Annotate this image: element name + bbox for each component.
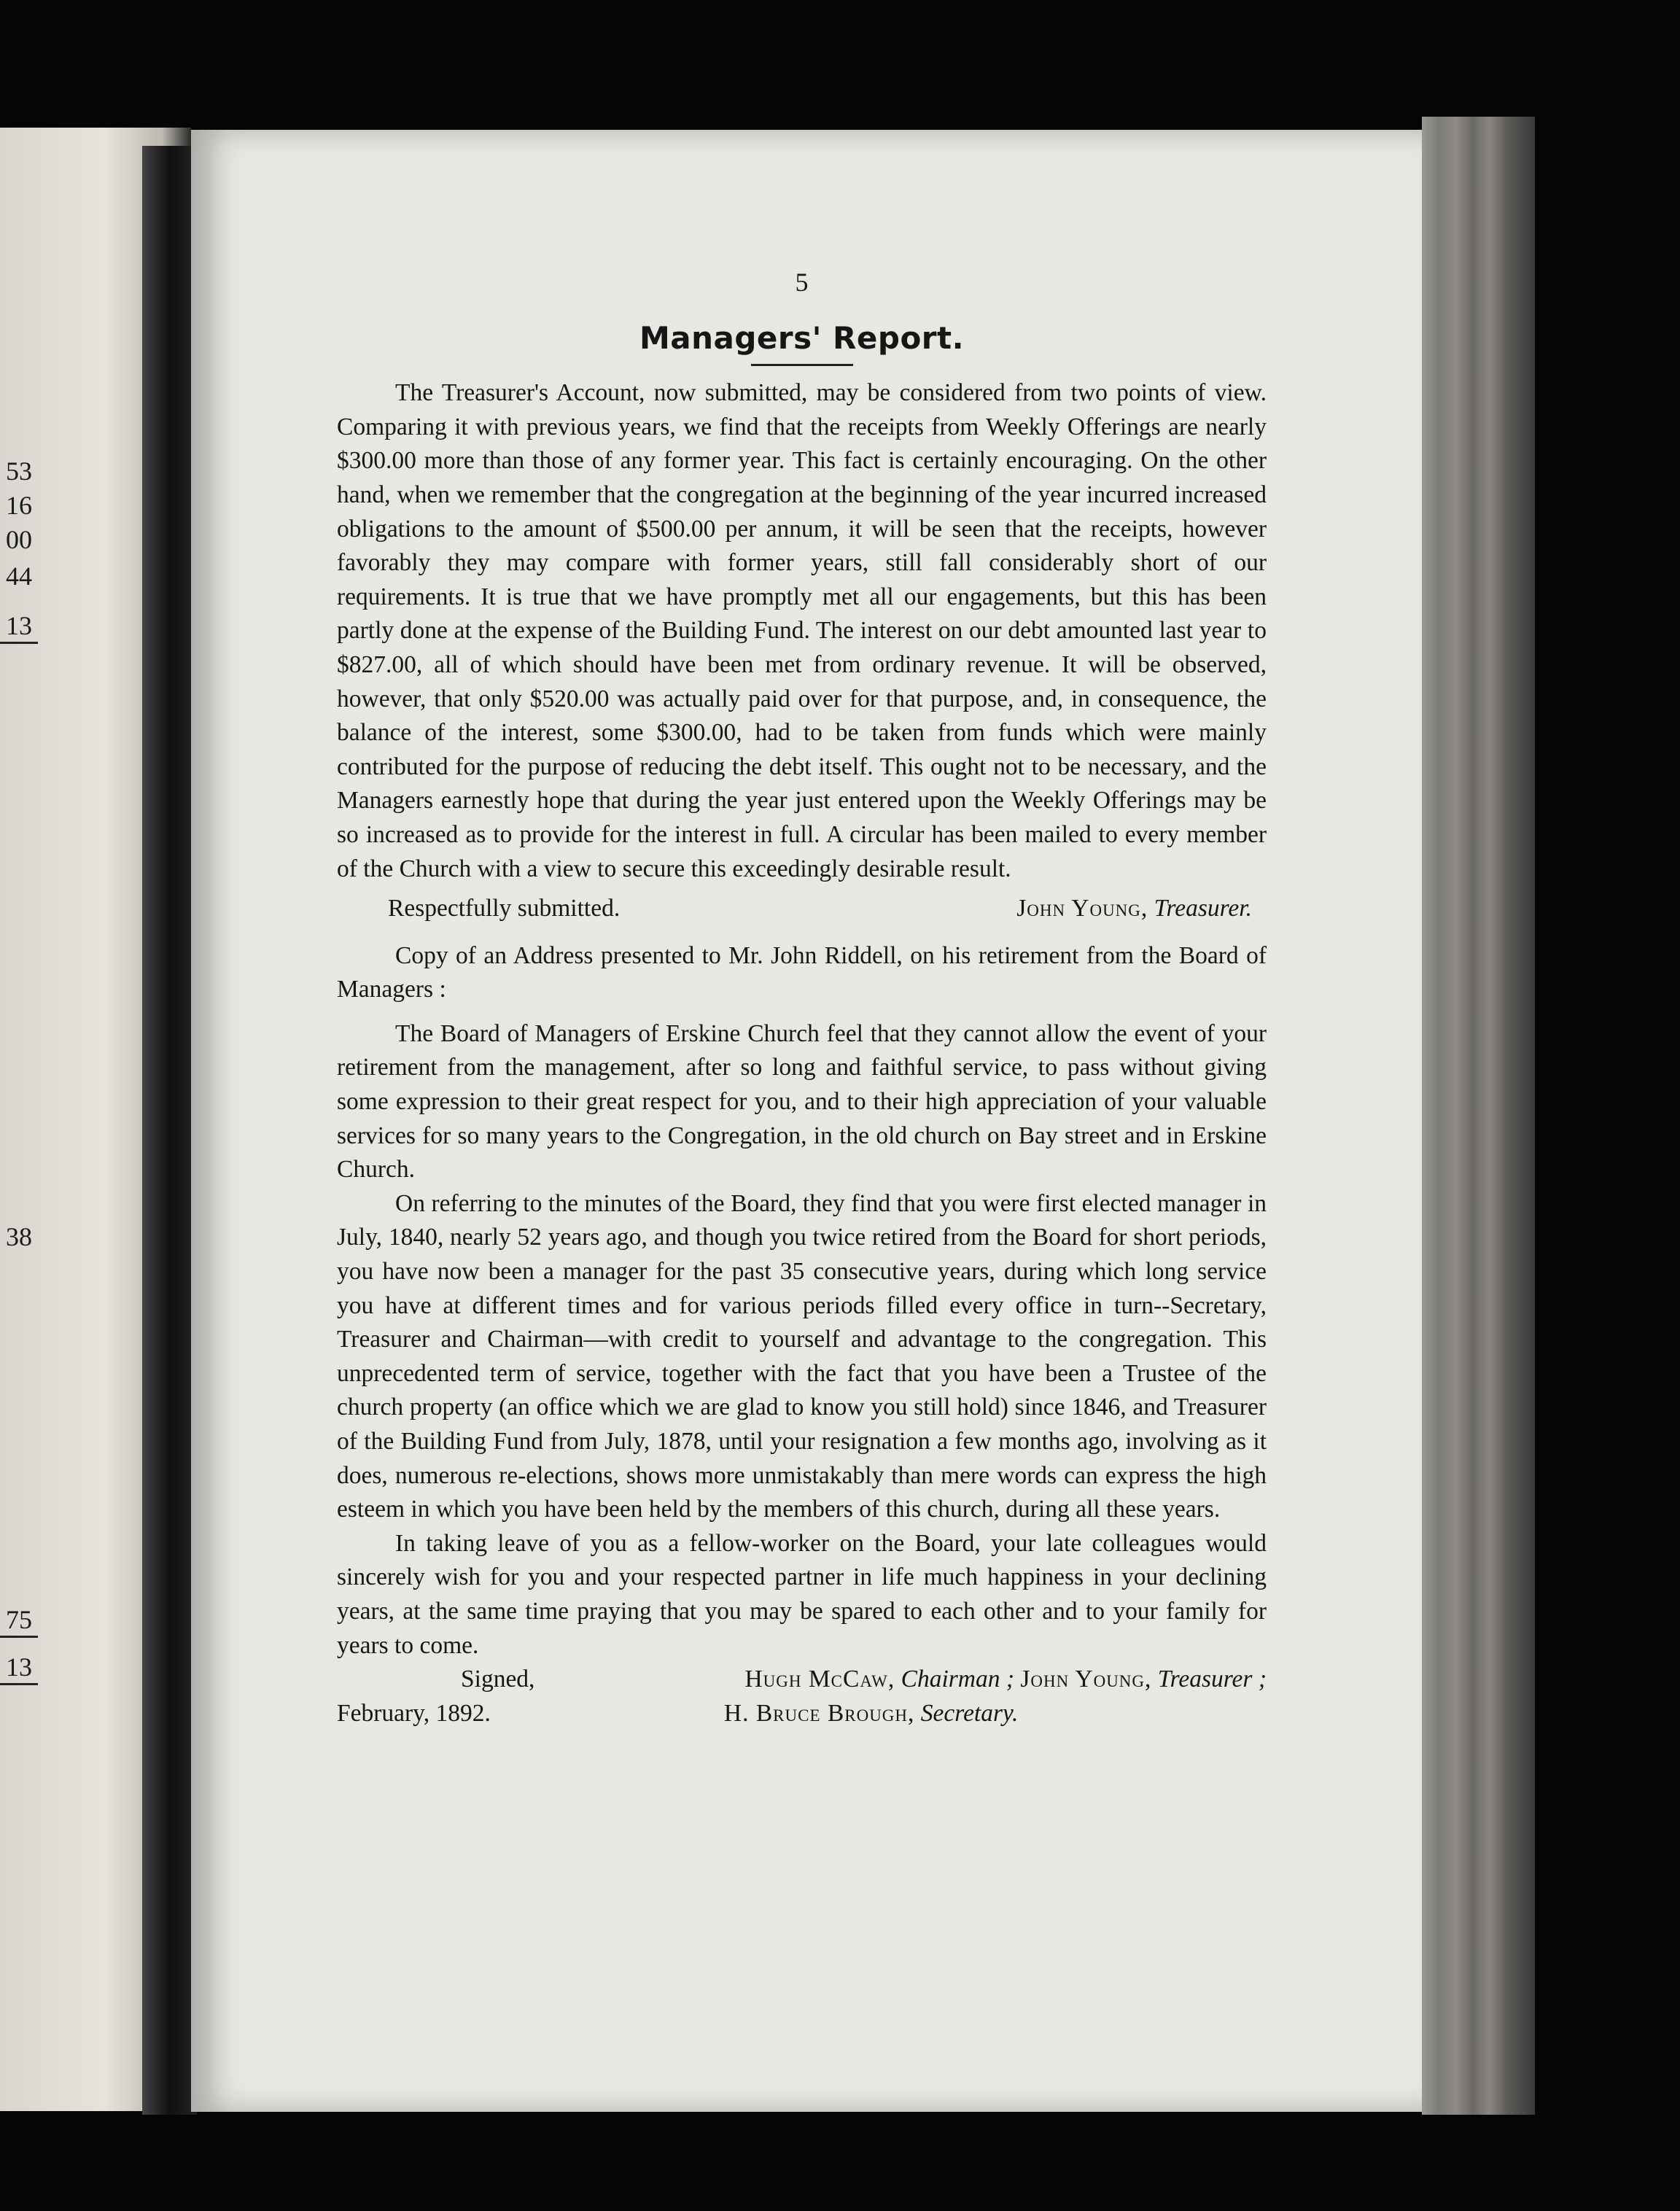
left-number: 38 xyxy=(6,1222,32,1251)
secretary-signoff xyxy=(724,1697,1019,1731)
chairman-title: Chairman ; xyxy=(901,1666,1015,1693)
left-number: 13 xyxy=(6,611,32,640)
page-title: Managers' Report. xyxy=(639,319,965,356)
treasurer-title: Treasurer. xyxy=(1154,895,1252,922)
left-number: 44 xyxy=(6,562,32,591)
left-number: 13 xyxy=(6,1652,32,1682)
address-intro: Copy of an Address presented to Mr. John Riddell, on his retirement from the Board of Managers : xyxy=(337,941,1267,1003)
treasurer-signature xyxy=(337,892,1267,926)
signatures-row xyxy=(337,1663,1267,1697)
signed-label: Signed, xyxy=(461,1666,535,1693)
left-rule xyxy=(0,642,38,644)
secretary-name: H. Bruce Brough, xyxy=(723,1699,915,1727)
address-paragraph: The Board of Managers of Erskine Church feel that they cannot allow the event of your retirement from the management, after so long and faithful service, to pass without giving some expression to their great respect for you, and to their high appreciation of your valuable services for so many years to the Congregation, in the old church on Bay street and in Erskine Church. xyxy=(337,1019,1267,1184)
respectfully-submitted: Respectfully submitted. xyxy=(388,895,621,922)
address-paragraph: In taking leave of you as a fellow-worker on the Board, your late colleagues would sincerely wish for you and your respected partner in life much happiness in your declining years, at the same time praying that you may be spared to each other and to your family for years to come. xyxy=(337,1529,1267,1659)
page-block-edge xyxy=(1422,117,1535,2115)
date: February, 1892. xyxy=(337,1699,491,1727)
title-rule xyxy=(751,364,853,366)
signatories xyxy=(744,1663,1267,1697)
treasurer-name: John Young, xyxy=(1016,895,1148,922)
date-row xyxy=(337,1697,1267,1731)
secretary-title: Secretary. xyxy=(920,1699,1019,1727)
left-number: 00 xyxy=(6,525,32,554)
treasurer2-name: John Young, xyxy=(1020,1666,1152,1693)
left-number: 16 xyxy=(6,491,32,520)
page-number: 5 xyxy=(795,268,809,297)
left-number: 53 xyxy=(6,456,32,486)
page-content xyxy=(337,248,1267,1730)
treasurer-account-paragraph: The Treasurer's Account, now submitted, may be considered from two points of view. Comparing it with previous years, we find that the receipts from Weekly Offerings are nearly $300.00 more than those of any former year. This fact is certainly encouraging. On the other hand, when we remember that the congregation at the beginning of the year incurred increased obligations to the amount of $500.00 per annum, it will be seen that the receipts, however favorably they may compare with former years, still fall considerably short of our requirements. It is true that we have promptly met all our engagements, but this has been partly done at the expense of the Building Fund. The interest on our debt amounted last year to $827.00, all of which should have been met from ordinary revenue. It will be observed, however, that only $520.00 was actually paid over for that purpose, and, in consequence, the balance of the interest, some $300.00, had to be taken from funds which were mainly contributed for the purpose of reducing the debt itself. This ought not to be necessary, and the Managers earnestly hope that during the year just entered upon the Weekly Offerings may be so increased as to provide for the interest in full. A circular has been mailed to every member of the Church with a view to secure this exceedingly desirable result. xyxy=(337,379,1267,882)
chairman-name: Hugh McCaw, xyxy=(744,1666,895,1693)
treasurer-signoff xyxy=(1016,892,1252,926)
left-rule xyxy=(0,1636,38,1638)
address-paragraph: On referring to the minutes of the Board, they find that you were first elected manager in July, 1840, nearly 52 years ago, and though you twice retired from the Board for short periods, you have now been a manager for the past 35 consecutive years, during which long service you have at different times and for various periods filled every office in turn--Secretary, Treasurer and Chairman—with credit to yourself and advantage to the congregation. This unprecedented term of service, together with the fact that you have been a Trustee of the church property (an office which we are glad to know you still hold) since 1846, and Treasurer of the Building Fund from July, 1878, until your resignation a few months ago, involving as it does, numerous re-elections, shows more unmistakably than mere words can express the high esteem in which you have been held by the members of this church, during all these years. xyxy=(337,1189,1267,1523)
left-rule xyxy=(0,1683,38,1685)
left-number: 75 xyxy=(6,1605,32,1634)
treasurer2-title: Treasurer ; xyxy=(1157,1666,1267,1693)
book-gutter xyxy=(142,146,197,2115)
